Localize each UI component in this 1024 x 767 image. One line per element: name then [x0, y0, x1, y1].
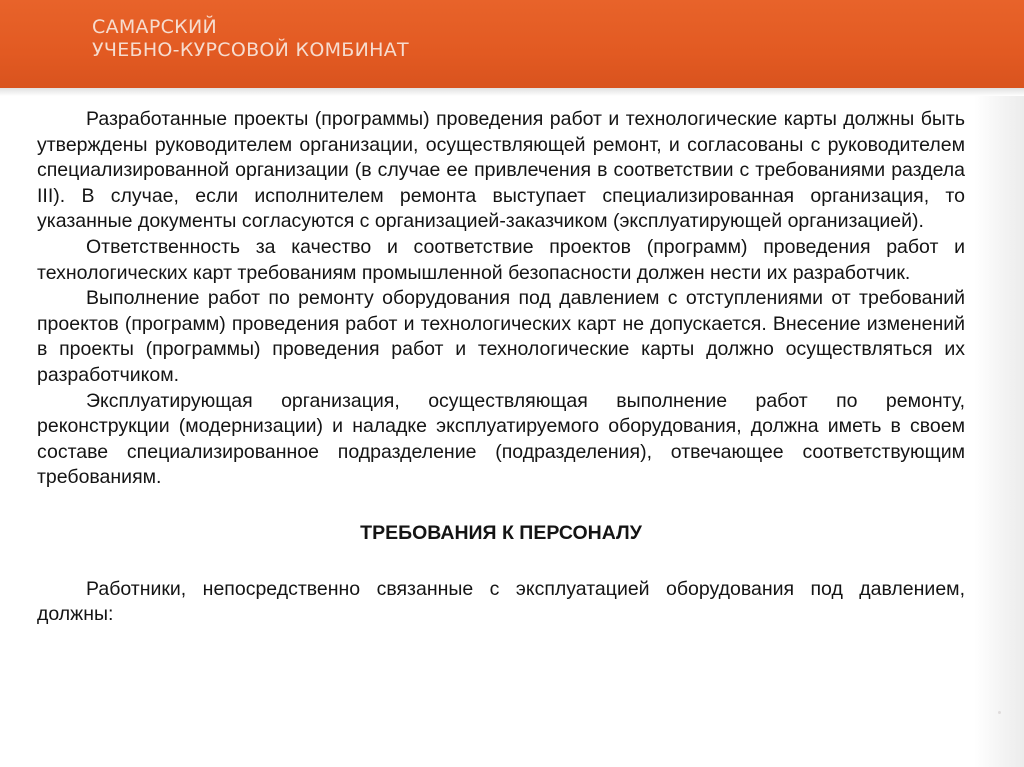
header-shadow: [0, 88, 1024, 96]
paragraph-deviations: Выполнение работ по ремонту оборудования под давлением с отступлениями от требований проектов (программ) проведения работ и технологических карт не допускается. Внесение изменений в проекты (программы) проведения работ и технологические карты должно осуществляться их разработчиком.: [37, 287, 965, 386]
document-body: [37, 107, 965, 628]
brand-line-1: САМАРСКИЙ: [92, 16, 217, 38]
paragraph-personnel: Работники, непосредственно связанные с эксплуатацией оборудования под давлением, должны:: [37, 577, 965, 626]
paragraph-approval: Разработанные проекты (программы) проведения работ и технологические карты должны быть утверждены руководителем организации, осуществляющей ремонт, и согласованы с руководителем специализированной организации (в случае ее привлечения в соответствии с требованиями раздела III). В случае, если исполнителем ремонта выступает специализированная организация, то указанные документы согласуются с организацией-заказчиком (эксплуатирующей организацией).: [37, 108, 965, 233]
paragraph-operating-organization: Эксплуатирующая организация, осуществляющая выполнение работ по ремонту, реконструкции (модернизации) и наладке эксплуатируемого оборудования, должна иметь в своем составе специализированное подразделение (подразделения), отвечающее соответствующим требованиям.: [37, 389, 965, 489]
decorative-dot: [998, 711, 1001, 714]
brand-line-2: УЧЕБНО-КУРСОВОЙ КОМБИНАТ: [92, 39, 409, 61]
header-band: [0, 0, 1024, 88]
paragraph-responsibility: Ответственность за качество и соответствие проектов (программ) проведения работ и технологических карт требованиям промышленной безопасности должен нести их разработчик.: [37, 235, 965, 284]
section-title: ТРЕБОВАНИЯ К ПЕРСОНАЛУ: [360, 521, 642, 544]
right-edge-shade: [974, 96, 1024, 767]
brand-logo-text: [92, 16, 409, 62]
